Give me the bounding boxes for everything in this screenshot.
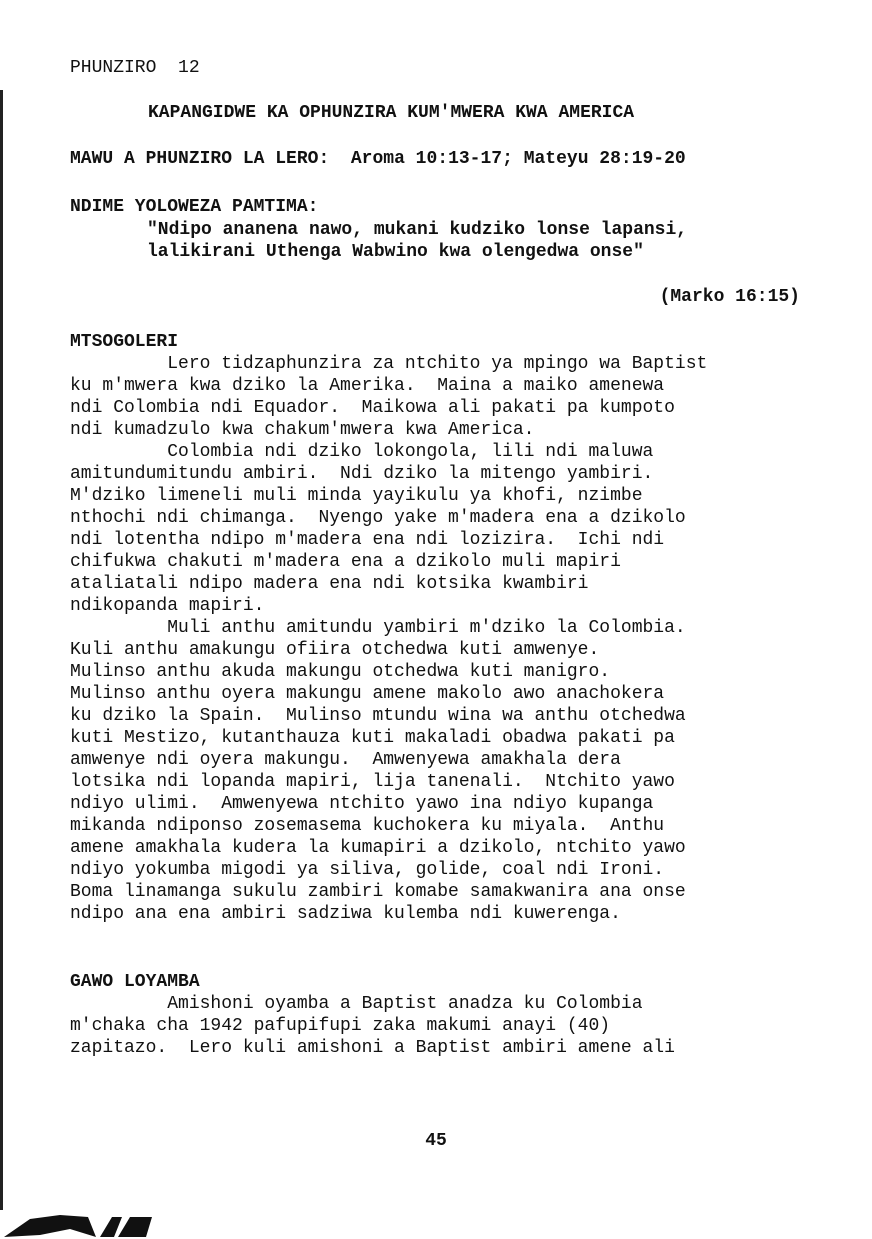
memory-verse-line: lalikirani Uthenga Wabwino kwa olengedwa onse" xyxy=(147,242,644,262)
page-number: 45 xyxy=(425,1131,447,1151)
lesson-title: KAPANGIDWE KA OPHUNZIRA KUM'MWERA KWA AMERICA xyxy=(148,103,635,123)
text-line: Boma linamanga sukulu zambiri komabe samakwanira ana onse xyxy=(70,882,686,902)
text-line: Mulinso anthu akuda makungu otchedwa kuti manigro. xyxy=(70,662,611,682)
first-part-body xyxy=(70,993,675,1059)
text-line: amitundumitundu ambiri. Ndi dziko la mitengo yambiri. xyxy=(70,464,654,484)
text-line: Colombia ndi dziko lokongola, lili ndi maluwa xyxy=(70,442,654,462)
text-line: Kuli anthu amakungu ofiira otchedwa kuti amwenye. xyxy=(70,640,600,660)
text-line: ndi kumadzulo kwa chakum'mwera kwa America. xyxy=(70,420,535,440)
text-line: amwenye ndi oyera makungu. Amwenyewa amakhala dera xyxy=(70,750,621,770)
text-line: amene amakhala kudera la kumapiri a dzikolo, ntchito yawo xyxy=(70,838,686,858)
text-line: ndipo ana ena ambiri sadziwa kulemba ndi kuwerenga. xyxy=(70,904,621,924)
readings-label: MAWU A PHUNZIRO LA LERO: xyxy=(70,149,330,169)
memory-verse-line: "Ndipo ananena nawo, mukani kudziko lonse lapansi, xyxy=(147,220,688,240)
text-line: Mulinso anthu oyera makungu amene makolo awo anachokera xyxy=(70,684,665,704)
readings-line xyxy=(70,148,686,170)
readings-refs: Aroma 10:13-17; Mateyu 28:19-20 xyxy=(350,149,686,169)
text-line: chifukwa chakuti m'madera ena a dzikolo muli mapiri xyxy=(70,552,621,572)
text-line: Amishoni oyamba a Baptist anadza ku Colombia xyxy=(70,994,643,1014)
text-line: Muli anthu amitundu yambiri m'dziko la Colombia. xyxy=(70,618,686,638)
text-line: kuti Mestizo, kutanthauza kuti makaladi obadwa pakati pa xyxy=(70,728,675,748)
lesson-header xyxy=(70,57,200,79)
text-line: ataliatali ndipo madera ena ndi kotsika kwambiri xyxy=(70,574,589,594)
lesson-number: 12 xyxy=(178,58,200,78)
text-line: ku dziko la Spain. Mulinso mtundu wina wa anthu otchedwa xyxy=(70,706,686,726)
text-line: ndiyo yokumba migodi ya siliva, golide, coal ndi Ironi. xyxy=(70,860,665,880)
text-line: m'chaka cha 1942 pafupifupi zaka makumi anayi (40) xyxy=(70,1016,611,1036)
text-line: nthochi ndi chimanga. Nyengo yake m'madera ena a dzikolo xyxy=(70,508,686,528)
section-heading-first-part: GAWO LOYAMBA xyxy=(70,972,200,992)
text-line: lotsika ndi lopanda mapiri, lija tanenali. Ntchito yawo xyxy=(70,772,675,792)
text-line: M'dziko limeneli muli minda yayikulu ya khofi, nzimbe xyxy=(70,486,643,506)
scan-corner-mark xyxy=(0,1213,160,1239)
introduction-body xyxy=(70,353,707,925)
lesson-label: PHUNZIRO xyxy=(70,58,157,78)
text-line: ndikopanda mapiri. xyxy=(70,596,265,616)
text-line: mikanda ndiponso zosemasema kuchokera ku miyala. Anthu xyxy=(70,816,665,836)
text-line: Lero tidzaphunzira za ntchito ya mpingo wa Baptist xyxy=(70,354,708,374)
text-line: ku m'mwera kwa dziko la Amerika. Maina a maiko amenewa xyxy=(70,376,665,396)
text-line: ndi Colombia ndi Equador. Maikowa ali pakati pa kumpoto xyxy=(70,398,675,418)
text-line: zapitazo. Lero kuli amishoni a Baptist ambiri amene ali xyxy=(70,1038,675,1058)
memory-verse-text xyxy=(147,219,687,263)
memory-verse-label: NDIME YOLOWEZA PAMTIMA: xyxy=(70,197,319,217)
memory-verse-reference: (Marko 16:15) xyxy=(659,287,800,307)
text-line: ndiyo ulimi. Amwenyewa ntchito yawo ina ndiyo kupanga xyxy=(70,794,654,814)
section-heading-introduction: MTSOGOLERI xyxy=(70,332,179,352)
page-edge-shadow xyxy=(0,90,3,1210)
text-line: ndi lotentha ndipo m'madera ena ndi lozizira. Ichi ndi xyxy=(70,530,665,550)
